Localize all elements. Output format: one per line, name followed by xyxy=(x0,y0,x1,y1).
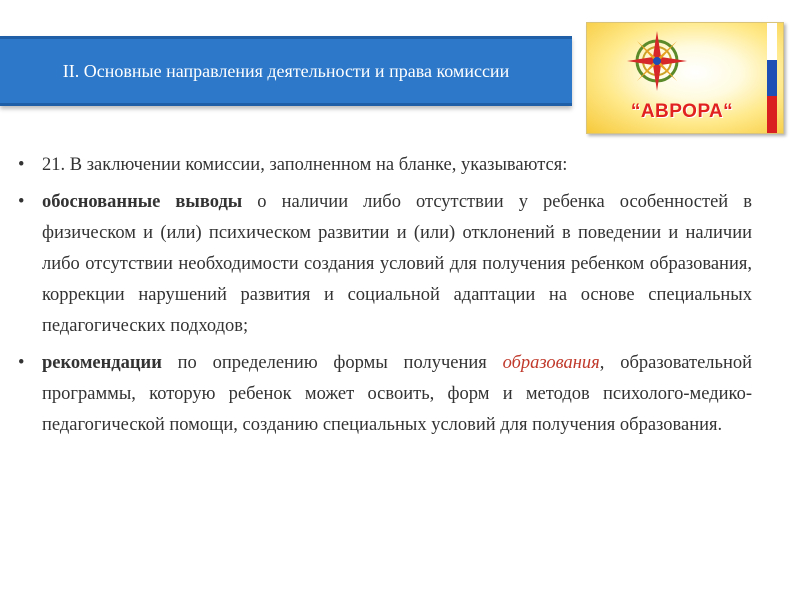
logo-aurora xyxy=(586,22,784,134)
compass-star-emblem-icon xyxy=(625,29,689,93)
item-text: 21. В заключении комиссии, заполненном на бланке, указываются: xyxy=(42,155,568,175)
item-text: о наличии либо отсутствии у ребенка особенностей в физическом и (или) психическом развитии и (или) отклонений в поведении и наличии либо отсутствии необходимости создания условий для получения ребенком образования, коррекции нарушений развития и социальной адаптации на основе специальных педагогических подходов; xyxy=(42,192,752,336)
item-bold-lead: рекомендации xyxy=(42,353,162,373)
logo-text: “АВРОРА“ xyxy=(630,101,734,122)
content-list xyxy=(18,150,752,447)
page-title: II. Основные направления деятельности и права комиссии xyxy=(62,61,510,81)
list-item-conclusions xyxy=(18,187,752,342)
item-text-before: по определению формы получения xyxy=(161,353,503,373)
list-item-recommendations xyxy=(18,348,752,441)
title-banner xyxy=(0,36,572,106)
item-text-after: , образовательной программы, которую ребенок может освоить, форм и методов психолого-медико-педагогической помощи, созданию специальных условий для получения образования. xyxy=(42,353,753,435)
item-highlight: образования xyxy=(502,353,600,373)
flag-stripe xyxy=(767,23,777,133)
item-bold-lead: обоснованные выводы xyxy=(42,192,243,212)
list-item-intro xyxy=(18,150,752,181)
